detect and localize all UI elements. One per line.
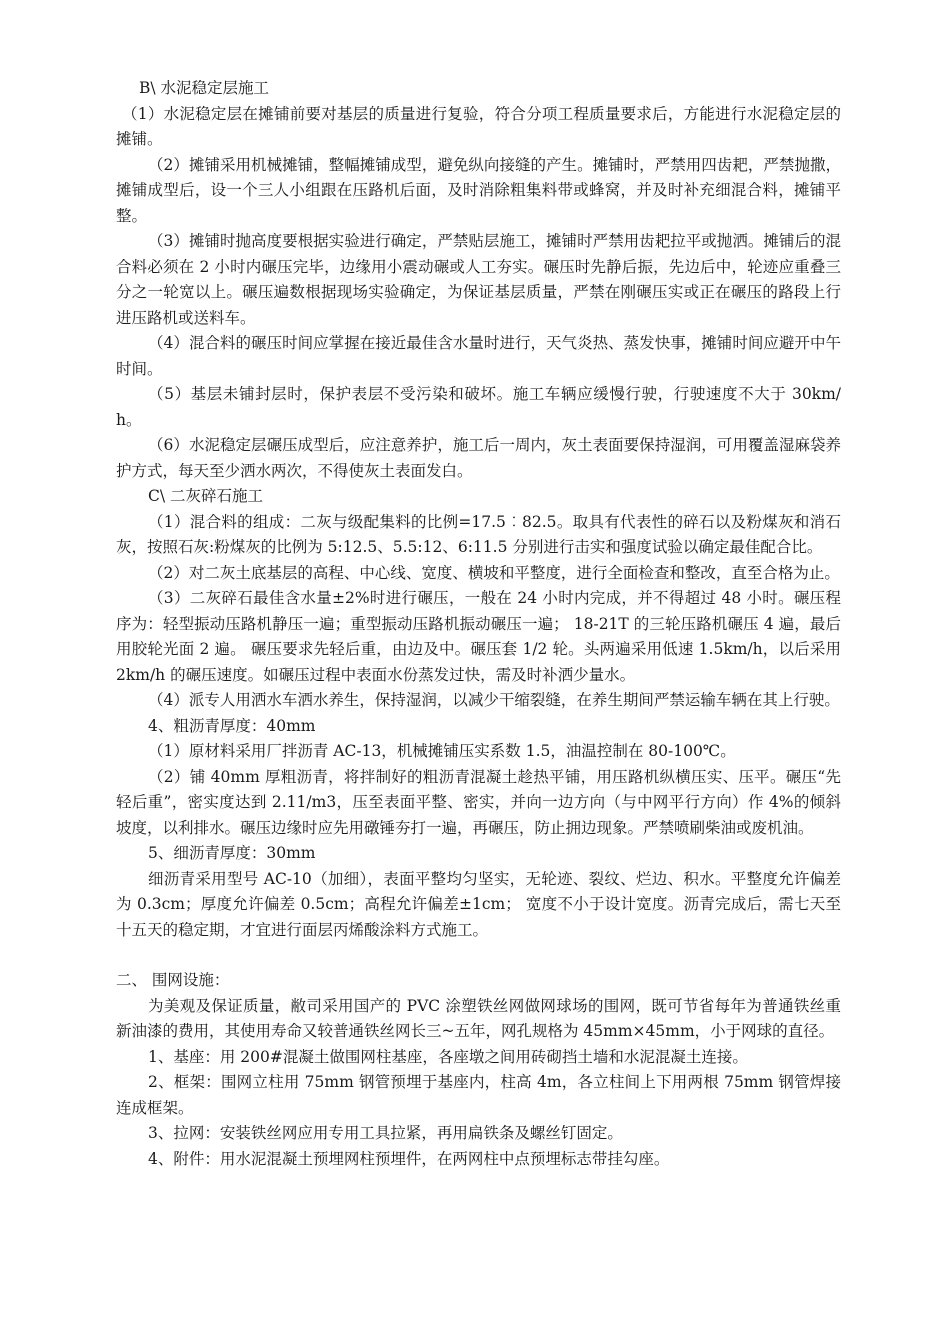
paragraph-asphalt-1: （1）原材料采用厂拌沥青 AC-13，机械摊铺压实系数 1.5，油温控制在 80-100℃。 [148,742,736,760]
paragraph-fence-base: 1、基座：用 200#混凝土做围网柱基座，各座墩之间用砖砌挡土墙和水泥混凝土连接。 [148,1047,748,1066]
paragraph-c2: （2）对二灰土底基层的高程、中心线、宽度、横坡和平整度，进行全面检查和整改，直至合格为止。 [148,563,840,582]
paragraph-fence-frame: 2、框架：围网立柱用 75mm 钢管预埋于基座内，柱高 4m，各立柱间上下用两根 75mm 钢管焊接连成框架。 [116,1073,841,1117]
paragraph-fence-intro: 为美观及保证质量，敝司采用国产的 PVC 涂塑铁丝网做网球场的围网，既可节省每年为普通铁丝重新油漆的费用，其使用寿命又较普通铁丝网长三~五年，网孔规格为 45mm×45mm，小于网球的直径。 [116,996,841,1040]
subheading-b-cement-layer: B\ 水泥稳定层施工 [139,79,270,97]
paragraph-b4: （4）混合料的碾压时间应掌握在接近最佳含水量时进行，天气炎热、蒸发快事，摊铺时间应避开中午时间。 [116,334,841,378]
paragraph-b6: （6）水泥稳定层碾压成型后，应注意养护，施工后一周内，灰土表面要保持湿润，可用覆盖湿麻袋养护方式，每天至少洒水两次，不得使灰土表面发白。 [116,436,841,480]
heading-coarse-asphalt: 4、粗沥青厚度：40mm [148,716,316,735]
paragraph-b2: （2）摊铺采用机械摊铺，整幅摊铺成型，避免纵向接缝的产生。摊铺时，严禁用四齿耙，严禁抛撒，摊铺成型后，设一个三人小组跟在压路机后面，及时消除粗集料带或蜂窝，并及时补充细混合料，摊铺平整。 [116,155,841,225]
section-spacer [116,943,841,968]
paragraph-asphalt-2: （2）铺 40mm 厚粗沥青，将拌制好的粗沥青混凝土趁热平铺，用压路机纵横压实、压平。碾压“先轻后重”，密实度达到 2.11/m3，压至表面平整、密实，并向一边方向（与中网平行方向）作 4%的倾斜坡度，以利排水。碾压边缘时应先用礅锤夯打一遍，再碾压，防止拥边现象。严禁喷刷柴油或废机油。 [116,767,841,837]
paragraph-c3: （3）二灰碎石最佳含水量±2%时进行碾压，一般在 24 小时内完成，并不得超过 48 小时。碾压程序为：轻型振动压路机静压一遍；重型振动压路机振动碾压一遍； 18-21T 的三轮压路机碾压 4 遍，最后用胶轮光面 2 遍。 碾压要求先轻后重，由边及中。碾压套 1/2 轮。头两遍采用低速 1.5km/h，以后采用 2km/h 的碾压速度。如碾压过程中表面水份蒸发过快，需及时补洒少量水。 [116,589,841,684]
paragraph-b1: （1）水泥稳定层在摊铺前要对基层的质量进行复验，符合分项工程质量要求后，方能进行水泥稳定层的摊铺。 [116,104,841,148]
paragraph-c4: （4）派专人用洒水车洒水养生，保持湿润，以减少干缩裂缝，在养生期间严禁运输车辆在其上行驶。 [148,691,840,709]
paragraph-b5: （5）基层未铺封层时，保护表层不受污染和破坏。施工车辆应缓慢行驶，行驶速度不大于 30km/h。 [116,385,841,429]
document-body [116,76,841,1172]
paragraph-fence-net: 3、拉网：安装铁丝网应用专用工具拉紧，再用扁铁条及螺丝钉固定。 [148,1124,623,1142]
heading-fine-asphalt: 5、细沥青厚度：30mm [148,844,316,862]
paragraph-b3: （3）摊铺时抛高度要根据实验进行确定，严禁贴层施工，摊铺时严禁用齿耙拉平或抛洒。摊铺后的混合料必须在 2 小时内碾压完毕，边缘用小震动碾或人工夯实。碾压时先静后振，先边后中，轮迹应重叠三分之一轮宽以上。碾压遍数根据现场实验确定，为保证基层质量，严禁在刚碾压实或正在碾压的路段上行进压路机或送料车。 [116,232,841,327]
section-heading-fence: 二、 围网设施： [116,971,230,989]
paragraph-fine-asphalt: 细沥青采用型号 AC-10（加细），表面平整均匀坚实，无轮迹、裂纹、烂边、积水。平整度允许偏差为 0.3cm；厚度允许偏差 0.5cm；高程允许偏差±1cm； 宽度不小于设计宽度。沥青完成后，需七天至十五天的稳定期，才宜进行面层丙烯酸涂料方式施工。 [116,869,841,939]
subheading-c-lime-gravel: C\ 二灰碎石施工 [148,487,264,505]
paragraph-c1: （1）混合料的组成：二灰与级配集料的比例=17.5︰82.5。取具有代表性的碎石以及粉煤灰和消石灰，按照石灰:粉煤灰的比例为 5:12.5、5.5:12、6:11.5 分别进行击实和强度试验以确定最佳配合比。 [116,512,841,556]
paragraph-fence-accessories: 4、附件：用水泥混凝土预埋网柱预埋件，在两网柱中点预埋标志带挂勾座。 [148,1149,670,1168]
